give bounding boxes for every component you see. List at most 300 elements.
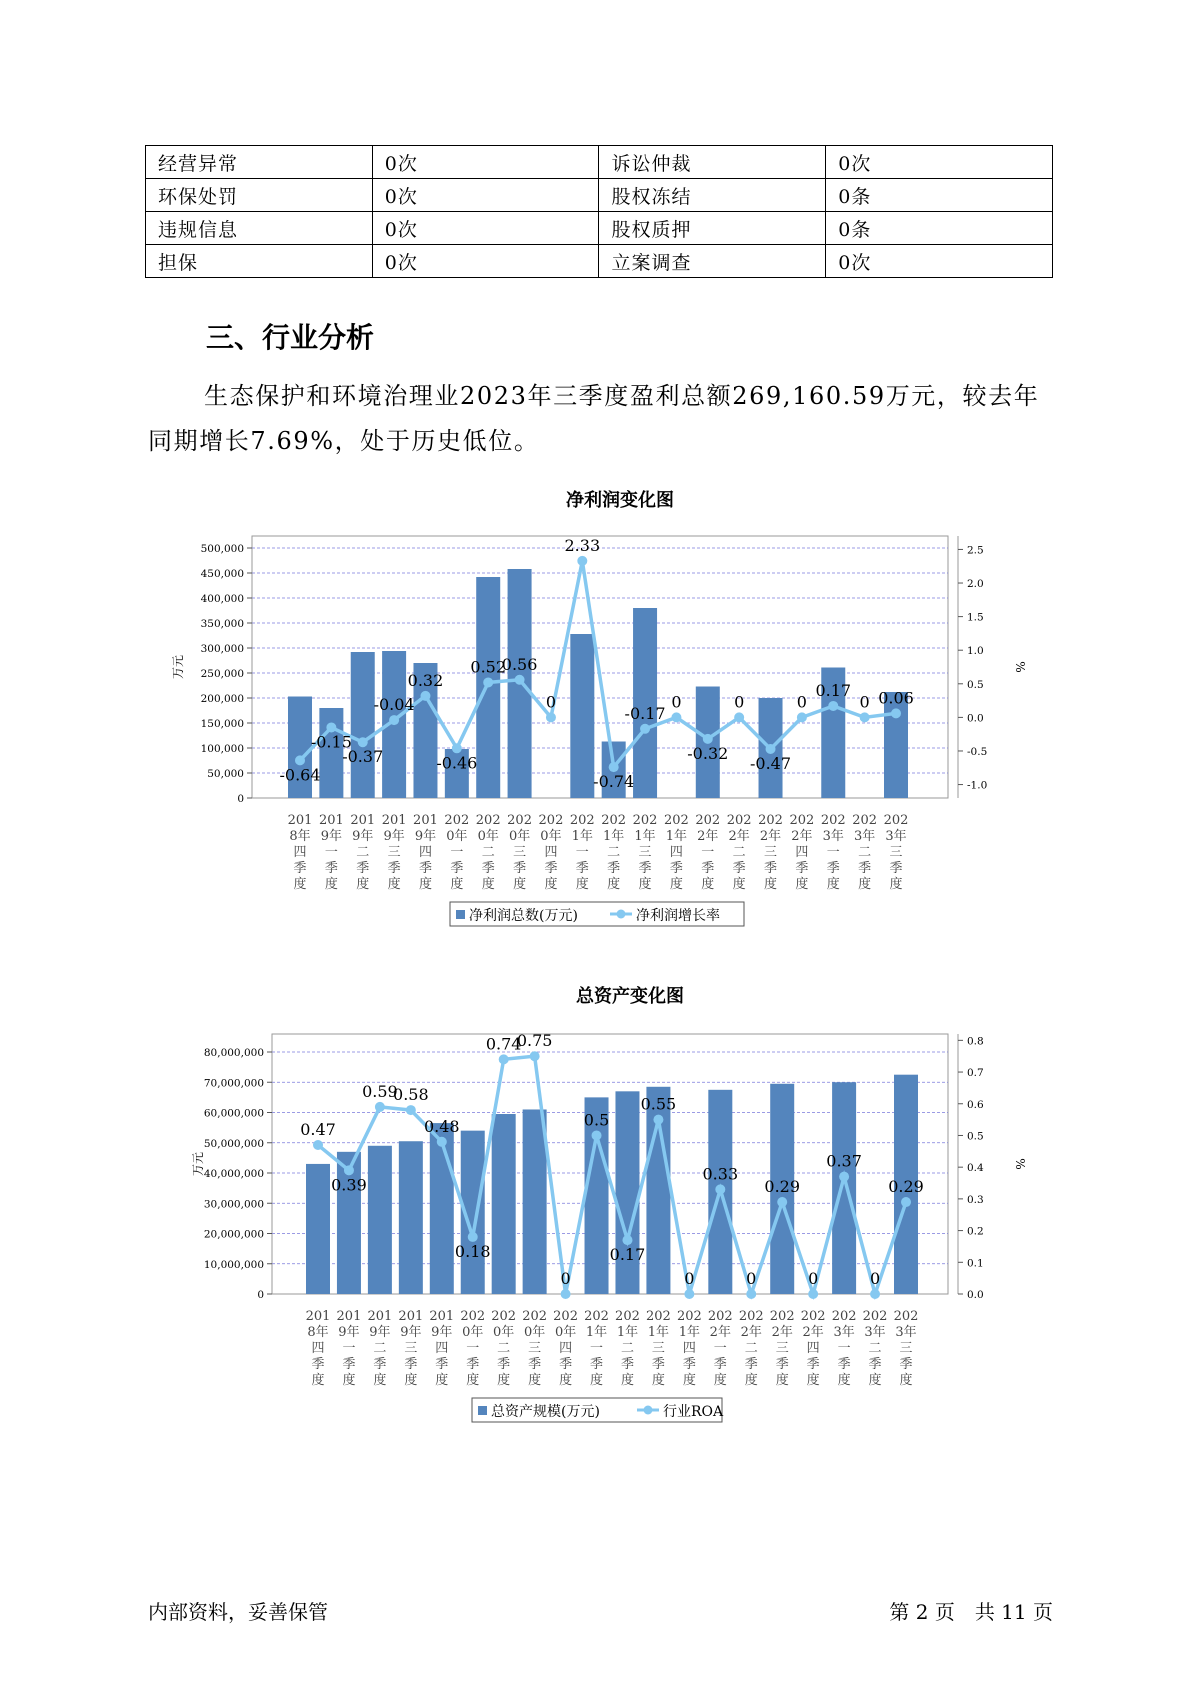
svg-text:度: 度 — [682, 1373, 696, 1388]
y2-axis-label: % — [1013, 661, 1027, 673]
x-tick-label — [615, 1309, 640, 1388]
svg-text:3年: 3年 — [864, 1325, 886, 1340]
line-point — [358, 737, 368, 747]
svg-text:一: 一 — [826, 845, 840, 860]
table-cell-value: 0条 — [826, 212, 1053, 245]
line-point — [828, 701, 838, 711]
y-tick-label: 500,000 — [200, 543, 244, 555]
x-tick-label — [398, 1309, 423, 1388]
svg-text:度: 度 — [590, 1373, 604, 1388]
svg-text:201: 201 — [318, 813, 344, 828]
bar — [492, 1114, 516, 1294]
svg-text:9年: 9年 — [369, 1325, 391, 1340]
svg-text:202: 202 — [475, 813, 501, 828]
table-cell-label: 经营异常 — [146, 146, 373, 179]
data-label: 0 — [869, 1269, 881, 1288]
data-label: 0 — [734, 692, 745, 712]
svg-text:度: 度 — [387, 877, 401, 892]
x-tick-label — [367, 1309, 392, 1388]
svg-text:季: 季 — [513, 861, 527, 876]
svg-text:季: 季 — [342, 1357, 356, 1372]
line-point — [734, 712, 744, 722]
data-label: 0.56 — [501, 654, 538, 674]
svg-text:202: 202 — [601, 813, 627, 828]
svg-text:202: 202 — [676, 1309, 702, 1324]
svg-text:一: 一 — [713, 1341, 727, 1356]
svg-text:三: 三 — [899, 1341, 913, 1356]
data-label: -0.04 — [373, 695, 415, 715]
x-tick-label — [460, 1309, 485, 1388]
svg-text:三: 三 — [404, 1341, 418, 1356]
svg-text:度: 度 — [732, 877, 746, 892]
y2-tick-label: -0.5 — [967, 745, 988, 758]
svg-text:一: 一 — [450, 845, 464, 860]
svg-text:季: 季 — [826, 861, 840, 876]
x-tick-label — [413, 813, 438, 892]
line-point — [499, 1054, 509, 1064]
svg-text:季: 季 — [744, 1357, 758, 1372]
svg-text:度: 度 — [293, 877, 307, 892]
data-label: -0.46 — [436, 753, 478, 773]
legend-bar-label: 净利润总数(万元) — [469, 908, 578, 924]
bar — [306, 1164, 330, 1294]
line-point — [684, 1289, 694, 1299]
svg-text:三: 三 — [513, 845, 527, 860]
x-tick-label — [832, 1309, 857, 1388]
svg-text:202: 202 — [769, 1309, 795, 1324]
svg-text:季: 季 — [544, 861, 558, 876]
y-tick-label: 30,000,000 — [203, 1198, 264, 1211]
data-label: 0.48 — [423, 1116, 460, 1136]
y2-axis-label: % — [1013, 1158, 1027, 1170]
svg-text:8年: 8年 — [307, 1325, 329, 1340]
line-point — [671, 712, 681, 722]
svg-text:三: 三 — [775, 1341, 789, 1356]
svg-text:2年: 2年 — [771, 1325, 793, 1340]
svg-text:度: 度 — [324, 877, 338, 892]
svg-text:三: 三 — [889, 845, 903, 860]
svg-text:季: 季 — [497, 1357, 511, 1372]
svg-text:度: 度 — [356, 877, 370, 892]
svg-text:度: 度 — [607, 877, 621, 892]
svg-text:季: 季 — [404, 1357, 418, 1372]
legend-line-label: 净利润增长率 — [636, 908, 720, 924]
svg-text:季: 季 — [450, 861, 464, 876]
svg-text:2年: 2年 — [709, 1325, 731, 1340]
svg-text:度: 度 — [559, 1373, 573, 1388]
data-label: 0 — [808, 1269, 819, 1288]
data-label: -0.74 — [593, 772, 635, 792]
line-point — [640, 724, 650, 734]
data-label: 0 — [560, 1269, 571, 1288]
line-point — [375, 1102, 385, 1112]
svg-text:二: 二 — [744, 1341, 758, 1356]
svg-text:202: 202 — [758, 813, 783, 828]
y2-tick-label: 0.7 — [967, 1067, 984, 1080]
y-tick-label: 0 — [237, 793, 244, 805]
svg-text:202: 202 — [664, 813, 689, 828]
chart-legend — [450, 902, 744, 926]
svg-text:季: 季 — [837, 1357, 851, 1372]
y2-tick-label: 0.6 — [967, 1098, 984, 1111]
x-tick-label — [646, 1309, 671, 1388]
svg-text:季: 季 — [559, 1357, 573, 1372]
svg-text:3年: 3年 — [885, 829, 907, 844]
svg-text:季: 季 — [356, 861, 370, 876]
svg-text:度: 度 — [701, 877, 715, 892]
y-tick-label: 60,000,000 — [203, 1107, 264, 1120]
svg-text:季: 季 — [732, 861, 746, 876]
line-point — [715, 1184, 725, 1194]
svg-text:2年: 2年 — [791, 829, 813, 844]
data-label: 0 — [859, 692, 870, 712]
svg-text:1年: 1年 — [571, 829, 593, 844]
data-label: 0 — [684, 1269, 695, 1288]
svg-text:202: 202 — [632, 813, 658, 828]
svg-text:季: 季 — [775, 1357, 789, 1372]
data-label: 0.29 — [764, 1177, 801, 1197]
x-tick-label — [664, 813, 689, 892]
svg-text:201: 201 — [336, 1309, 362, 1324]
bar — [351, 652, 375, 798]
x-tick-label — [306, 1309, 331, 1388]
svg-text:度: 度 — [450, 877, 464, 892]
line-point — [406, 1105, 416, 1115]
data-label: 0.75 — [516, 1031, 553, 1051]
svg-text:二: 二 — [858, 845, 872, 860]
y-tick-label: 20,000,000 — [203, 1228, 264, 1241]
data-label: 0 — [796, 692, 807, 712]
svg-text:度: 度 — [889, 877, 903, 892]
svg-text:0年: 0年 — [493, 1325, 515, 1340]
y-tick-label: 200,000 — [200, 693, 244, 705]
svg-text:9年: 9年 — [400, 1325, 422, 1340]
svg-text:四: 四 — [418, 845, 432, 860]
svg-text:202: 202 — [893, 1309, 919, 1324]
table-row — [146, 245, 1053, 278]
total-assets-chart — [0, 982, 1191, 1442]
svg-text:二: 二 — [481, 845, 495, 860]
bar — [368, 1146, 392, 1294]
svg-text:202: 202 — [726, 813, 752, 828]
section-title: 三、行业分析 — [206, 321, 375, 354]
x-tick-label — [821, 813, 846, 892]
svg-text:2年: 2年 — [740, 1325, 762, 1340]
line-point — [703, 734, 713, 744]
svg-text:202: 202 — [615, 1309, 640, 1324]
svg-text:度: 度 — [868, 1373, 882, 1388]
line-point — [295, 755, 305, 765]
x-tick-label — [884, 813, 909, 892]
line-point — [891, 708, 901, 718]
svg-text:202: 202 — [646, 1309, 671, 1324]
svg-text:202: 202 — [584, 1309, 609, 1324]
y-tick-label: 0 — [257, 1289, 264, 1301]
x-tick-label — [601, 813, 626, 892]
line-point — [577, 556, 587, 566]
x-tick-label — [852, 813, 877, 892]
svg-text:二: 二 — [868, 1341, 882, 1356]
x-tick-label — [553, 1309, 578, 1388]
svg-text:201: 201 — [350, 813, 376, 828]
bar — [430, 1123, 454, 1294]
table-cell-label: 立案调查 — [599, 245, 826, 278]
data-label: -0.47 — [750, 753, 792, 773]
legend-bar-swatch — [456, 910, 465, 919]
svg-text:1年: 1年 — [603, 829, 625, 844]
line-point — [653, 1115, 663, 1125]
svg-text:202: 202 — [820, 813, 846, 828]
bar — [319, 708, 343, 798]
x-tick-label — [382, 813, 407, 892]
svg-text:季: 季 — [858, 861, 872, 876]
svg-text:0年: 0年 — [554, 1325, 577, 1340]
x-tick-label — [801, 1309, 826, 1388]
svg-text:度: 度 — [311, 1373, 325, 1388]
svg-text:度: 度 — [775, 1373, 789, 1388]
data-label: 0.55 — [640, 1094, 677, 1114]
line-point — [808, 1289, 818, 1299]
svg-text:四: 四 — [293, 845, 307, 860]
svg-text:度: 度 — [764, 877, 778, 892]
table-cell-value: 0次 — [372, 245, 599, 278]
svg-text:度: 度 — [806, 1373, 820, 1388]
x-tick-label — [739, 1309, 764, 1388]
svg-text:二: 二 — [497, 1341, 511, 1356]
svg-text:202: 202 — [569, 813, 595, 828]
bar — [476, 577, 500, 798]
data-label: -0.32 — [687, 743, 729, 763]
svg-text:季: 季 — [590, 1357, 604, 1372]
svg-text:四: 四 — [795, 845, 809, 860]
line-point — [746, 1289, 756, 1299]
svg-text:一: 一 — [590, 1341, 604, 1356]
svg-text:度: 度 — [466, 1373, 480, 1388]
svg-text:三: 三 — [528, 1341, 542, 1356]
data-label: 0.18 — [454, 1241, 491, 1261]
svg-text:202: 202 — [862, 1309, 888, 1324]
x-tick-label — [319, 813, 344, 892]
svg-text:季: 季 — [806, 1357, 820, 1372]
y2-tick-label: 0.2 — [967, 1225, 984, 1238]
svg-text:202: 202 — [789, 813, 815, 828]
x-tick-label — [539, 813, 564, 892]
y-tick-label: 100,000 — [200, 743, 244, 755]
x-tick-label — [695, 813, 720, 892]
svg-text:度: 度 — [342, 1373, 356, 1388]
legend-line-label: 行业ROA — [663, 1404, 724, 1420]
data-label: 0.58 — [393, 1085, 429, 1105]
y-tick-label: 50,000 — [207, 768, 244, 780]
risk-info-table — [145, 145, 1053, 278]
data-label: -0.17 — [624, 703, 666, 723]
svg-text:四: 四 — [669, 845, 683, 860]
y-tick-label: 150,000 — [200, 718, 244, 730]
svg-text:201: 201 — [367, 1309, 393, 1324]
svg-text:0年: 0年 — [508, 829, 531, 844]
data-label: -0.64 — [279, 765, 321, 785]
svg-text:三: 三 — [651, 1341, 665, 1356]
line-point — [344, 1165, 354, 1175]
svg-text:季: 季 — [682, 1357, 696, 1372]
y2-tick-label: 2.5 — [967, 544, 984, 557]
svg-text:度: 度 — [544, 877, 558, 892]
bar — [832, 1082, 856, 1294]
table-cell-label: 担保 — [146, 245, 373, 278]
y2-tick-label: 0.4 — [967, 1162, 984, 1175]
svg-text:一: 一 — [342, 1341, 356, 1356]
table-cell-value: 0次 — [372, 212, 599, 245]
svg-text:度: 度 — [620, 1373, 634, 1388]
bar — [523, 1109, 547, 1294]
svg-text:四: 四 — [806, 1341, 820, 1356]
total-assets-chart-svg — [0, 982, 1191, 1442]
data-label: 0.52 — [470, 657, 507, 677]
line-point — [839, 1172, 849, 1182]
y-tick-label: 70,000,000 — [203, 1077, 264, 1090]
data-label: 0.74 — [485, 1034, 522, 1054]
svg-text:季: 季 — [481, 861, 495, 876]
line-point — [326, 722, 336, 732]
x-tick-label — [584, 1309, 609, 1388]
svg-text:202: 202 — [738, 1309, 764, 1324]
line-point — [420, 691, 430, 701]
table-row — [146, 212, 1053, 245]
svg-text:度: 度 — [713, 1373, 727, 1388]
x-tick-label — [789, 813, 814, 892]
svg-text:202: 202 — [800, 1309, 826, 1324]
data-label: 0 — [746, 1269, 757, 1288]
data-label: -0.15 — [310, 732, 352, 752]
svg-text:1年: 1年 — [616, 1325, 639, 1340]
y2-tick-label: 1.5 — [967, 611, 984, 624]
x-tick-label — [476, 813, 501, 892]
svg-text:二: 二 — [607, 845, 621, 860]
svg-text:季: 季 — [387, 861, 401, 876]
svg-text:201: 201 — [429, 1309, 455, 1324]
svg-text:季: 季 — [713, 1357, 727, 1372]
svg-text:二: 二 — [356, 845, 370, 860]
svg-text:季: 季 — [324, 861, 338, 876]
y-tick-label: 10,000,000 — [203, 1258, 264, 1271]
y2-tick-label: 2.0 — [967, 578, 984, 591]
data-label: 0 — [671, 692, 682, 712]
x-tick-label — [758, 813, 783, 892]
line-point — [561, 1289, 571, 1299]
y2-tick-label: 0.8 — [967, 1035, 984, 1048]
svg-text:度: 度 — [837, 1373, 851, 1388]
table-cell-label: 股权质押 — [599, 212, 826, 245]
y-tick-label: 40,000,000 — [203, 1168, 264, 1180]
line-point — [389, 715, 399, 725]
x-tick-label — [507, 813, 532, 892]
svg-text:3年: 3年 — [853, 829, 876, 844]
svg-text:二: 二 — [620, 1341, 634, 1356]
svg-text:202: 202 — [707, 1309, 733, 1324]
y-tick-label: 50,000,000 — [203, 1137, 264, 1150]
svg-text:9年: 9年 — [320, 829, 343, 844]
svg-text:3年: 3年 — [895, 1325, 917, 1340]
data-label: 0.29 — [888, 1177, 924, 1197]
svg-text:9年: 9年 — [383, 829, 405, 844]
line-point — [901, 1197, 911, 1207]
svg-text:3年: 3年 — [833, 1325, 855, 1340]
svg-text:202: 202 — [538, 813, 564, 828]
svg-text:季: 季 — [868, 1357, 882, 1372]
x-tick-label — [337, 1309, 362, 1388]
risk-table-body — [146, 146, 1053, 278]
y2-tick-label: -1.0 — [967, 779, 988, 792]
svg-text:度: 度 — [651, 1373, 665, 1388]
svg-text:1年: 1年 — [634, 829, 656, 844]
chart-title: 净利润变化图 — [566, 490, 674, 511]
svg-text:季: 季 — [607, 861, 621, 876]
svg-text:1年: 1年 — [678, 1325, 701, 1340]
svg-text:度: 度 — [575, 877, 589, 892]
table-cell-label: 诉讼仲裁 — [599, 146, 826, 179]
svg-text:二: 二 — [373, 1341, 387, 1356]
legend-bar-swatch — [478, 1406, 487, 1415]
svg-text:202: 202 — [852, 813, 878, 828]
svg-text:1年: 1年 — [585, 1325, 608, 1340]
section-paragraph: 生态保护和环境治理业2023年三季度盈利总额269,160.59万元，较去年同期增长7.69%，处于历史低位。 — [148, 382, 1040, 455]
x-tick-label — [894, 1309, 919, 1388]
svg-text:2年: 2年 — [802, 1325, 824, 1340]
svg-text:201: 201 — [287, 813, 313, 828]
x-tick-label — [522, 1309, 547, 1388]
svg-text:度: 度 — [497, 1373, 511, 1388]
svg-text:季: 季 — [899, 1357, 913, 1372]
data-label: 0.47 — [300, 1119, 336, 1139]
svg-text:季: 季 — [418, 861, 432, 876]
bar — [570, 634, 594, 798]
y-tick-label: 80,000,000 — [203, 1047, 264, 1059]
y2-tick-label: 0.0 — [967, 1289, 984, 1301]
svg-text:201: 201 — [305, 1309, 331, 1324]
svg-text:0年: 0年 — [540, 829, 562, 844]
svg-text:季: 季 — [889, 861, 903, 876]
table-cell-value: 0次 — [372, 179, 599, 212]
svg-text:202: 202 — [444, 813, 470, 828]
svg-text:202: 202 — [831, 1309, 857, 1324]
svg-text:2年: 2年 — [728, 829, 750, 844]
svg-text:四: 四 — [435, 1341, 449, 1356]
svg-text:202: 202 — [522, 1309, 548, 1324]
svg-text:度: 度 — [481, 877, 495, 892]
x-tick-label — [770, 1309, 795, 1388]
svg-text:202: 202 — [491, 1309, 517, 1324]
y2-tick-label: 0.5 — [967, 1130, 984, 1143]
legend-bar-label: 总资产规模(万元) — [491, 1404, 600, 1420]
svg-text:2年: 2年 — [759, 829, 782, 844]
table-cell-label: 环保处罚 — [146, 179, 373, 212]
svg-text:度: 度 — [858, 877, 872, 892]
y2-tick-label: 0.1 — [967, 1257, 984, 1270]
svg-text:9年: 9年 — [338, 1325, 360, 1340]
net-profit-chart — [0, 486, 1191, 946]
svg-text:季: 季 — [669, 861, 683, 876]
svg-text:一: 一 — [837, 1341, 851, 1356]
svg-text:9年: 9年 — [352, 829, 374, 844]
svg-text:度: 度 — [513, 877, 527, 892]
bar — [399, 1141, 423, 1294]
svg-text:2年: 2年 — [697, 829, 719, 844]
svg-text:1年: 1年 — [647, 1325, 670, 1340]
svg-text:202: 202 — [460, 1309, 486, 1324]
line-point — [797, 712, 807, 722]
line-point — [437, 1137, 447, 1147]
svg-text:度: 度 — [899, 1373, 913, 1388]
